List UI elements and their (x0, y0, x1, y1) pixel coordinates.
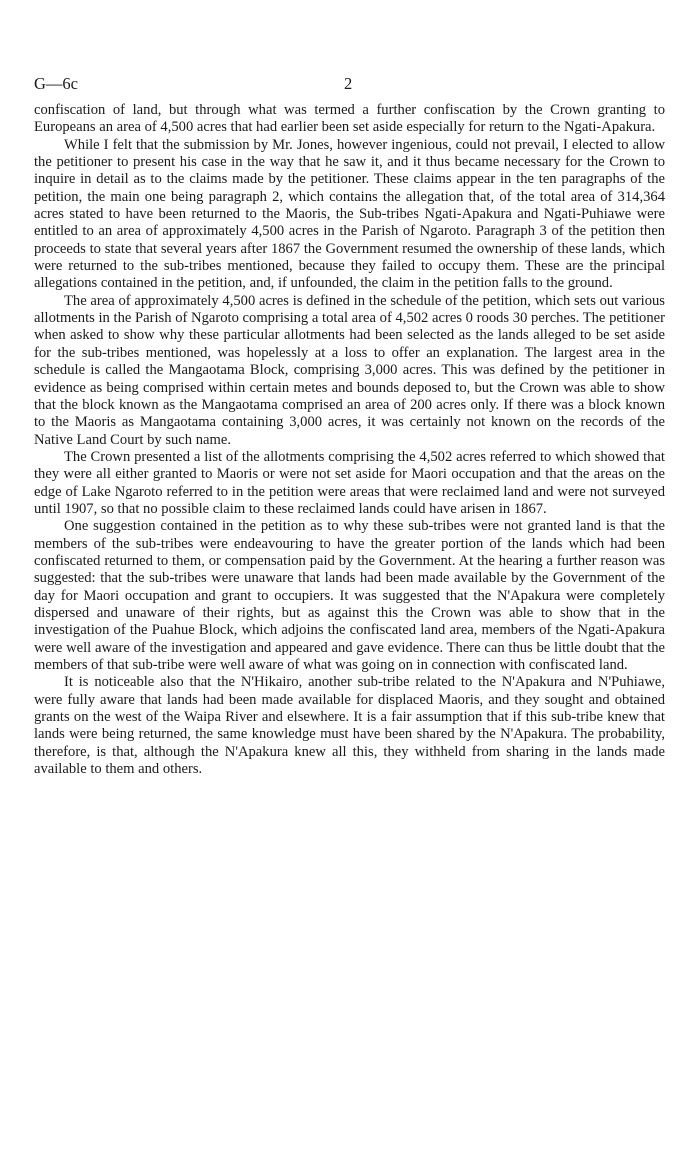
paragraph: The area of approximately 4,500 acres is defined in the schedule of the petition, which sets out various allotments in the Parish of Ngaroto comprising a total area of 4,502 acres 0 roods 30 perches. The petitioner when asked to show why these particular allotments had been selected as the lands alleged to be set aside for the sub-tribes mentioned, was hopelessly at a loss to offer an explanation. The largest area in the schedule is called the Mangaotama Block, comprising 3,000 acres. This was defined by the petitioner in evidence as being comprised within certain metes and bounds deposed to, but the Crown was able to show that the block known as the Mangaotama comprised an area of 200 acres only. If there was a block known to the Maoris as Mangaotama containing 3,000 acres, it was certainly not known on the records of the Native Land Court by such name. (34, 292, 665, 448)
page-number: 2 (344, 74, 353, 93)
paragraph: While I felt that the submission by Mr. Jones, however ingenious, could not prevail, I elected to allow the petitioner to present his case in the way that he saw it, and it thus became necessary for the Crown to inquire in detail as to the claims made by the petitioner. These claims appear in the ten paragraphs of the petition, the main one being paragraph 2, which contains the allegation that, of the total area of 314,364 acres stated to have been returned to the Maoris, the Sub-tribes Ngati-Apakura and Ngati-Puhiawe were entitled to an area of approximately 4,500 acres in the Parish of Ngaroto. Paragraph 3 of the petition then proceeds to state that several years after 1867 the Government resumed the ownership of these lands, which were returned to the sub-tribes mentioned, because they failed to occupy them. These are the principal allegations contained in the petition, and, if unfounded, the claim in the petition falls to the ground. (34, 136, 665, 292)
body-text (34, 102, 665, 778)
document-reference: G—6c (34, 74, 78, 93)
paragraph-continuation: confiscation of land, but through what was termed a further confiscation by the Crown granting to Europeans an area of 4,500 acres that had earlier been set aside especially for return to the Ngati-Apakura. (34, 102, 665, 136)
paragraph: The Crown presented a list of the allotments comprising the 4,502 acres referred to which showed that they were all either granted to Maoris or were not set aside for Maori occupation and that the areas on the edge of Lake Ngaroto referred to in the petition were areas that were reclaimed land and were not surveyed until 1907, so that no possible claim to these reclaimed lands could have arisen in 1867. (34, 448, 665, 517)
paragraph: One suggestion contained in the petition as to why these sub-tribes were not granted land is that the members of the sub-tribes were endeavouring to have the greater portion of the lands which had been confiscated returned to them, or compensation paid by the Government. At the hearing a further reason was suggested: that the sub-tribes were unaware that lands had been made available by the Government of the day for Maori occupation and grant to occupiers. It was suggested that the N'Apakura were completely dispersed and unaware of their rights, but as against this the Crown was able to show that in the investigation of the Puahue Block, which adjoins the confiscated land area, members of the Ngati-Apakura were well aware of the investigation and appeared and gave evidence. There can thus be little doubt that the members of that sub-tribe were well aware of what was going on in connection with confiscated land. (34, 518, 665, 673)
page-header (34, 74, 664, 96)
paragraph: It is noticeable also that the N'Hikairo, another sub-tribe related to the N'Apakura and N'Puhiawe, were fully aware that lands had been made available for displaced Maoris, and they sought and obtained grants on the west of the Waipa River and elsewhere. It is a fair assumption that if this sub-tribe knew that lands were being returned, the same knowledge must have been shared by the N'Apakura. The probability, therefore, is that, although the N'Apakura knew all this, they withheld from sharing in the lands made available to them and others. (34, 674, 665, 778)
